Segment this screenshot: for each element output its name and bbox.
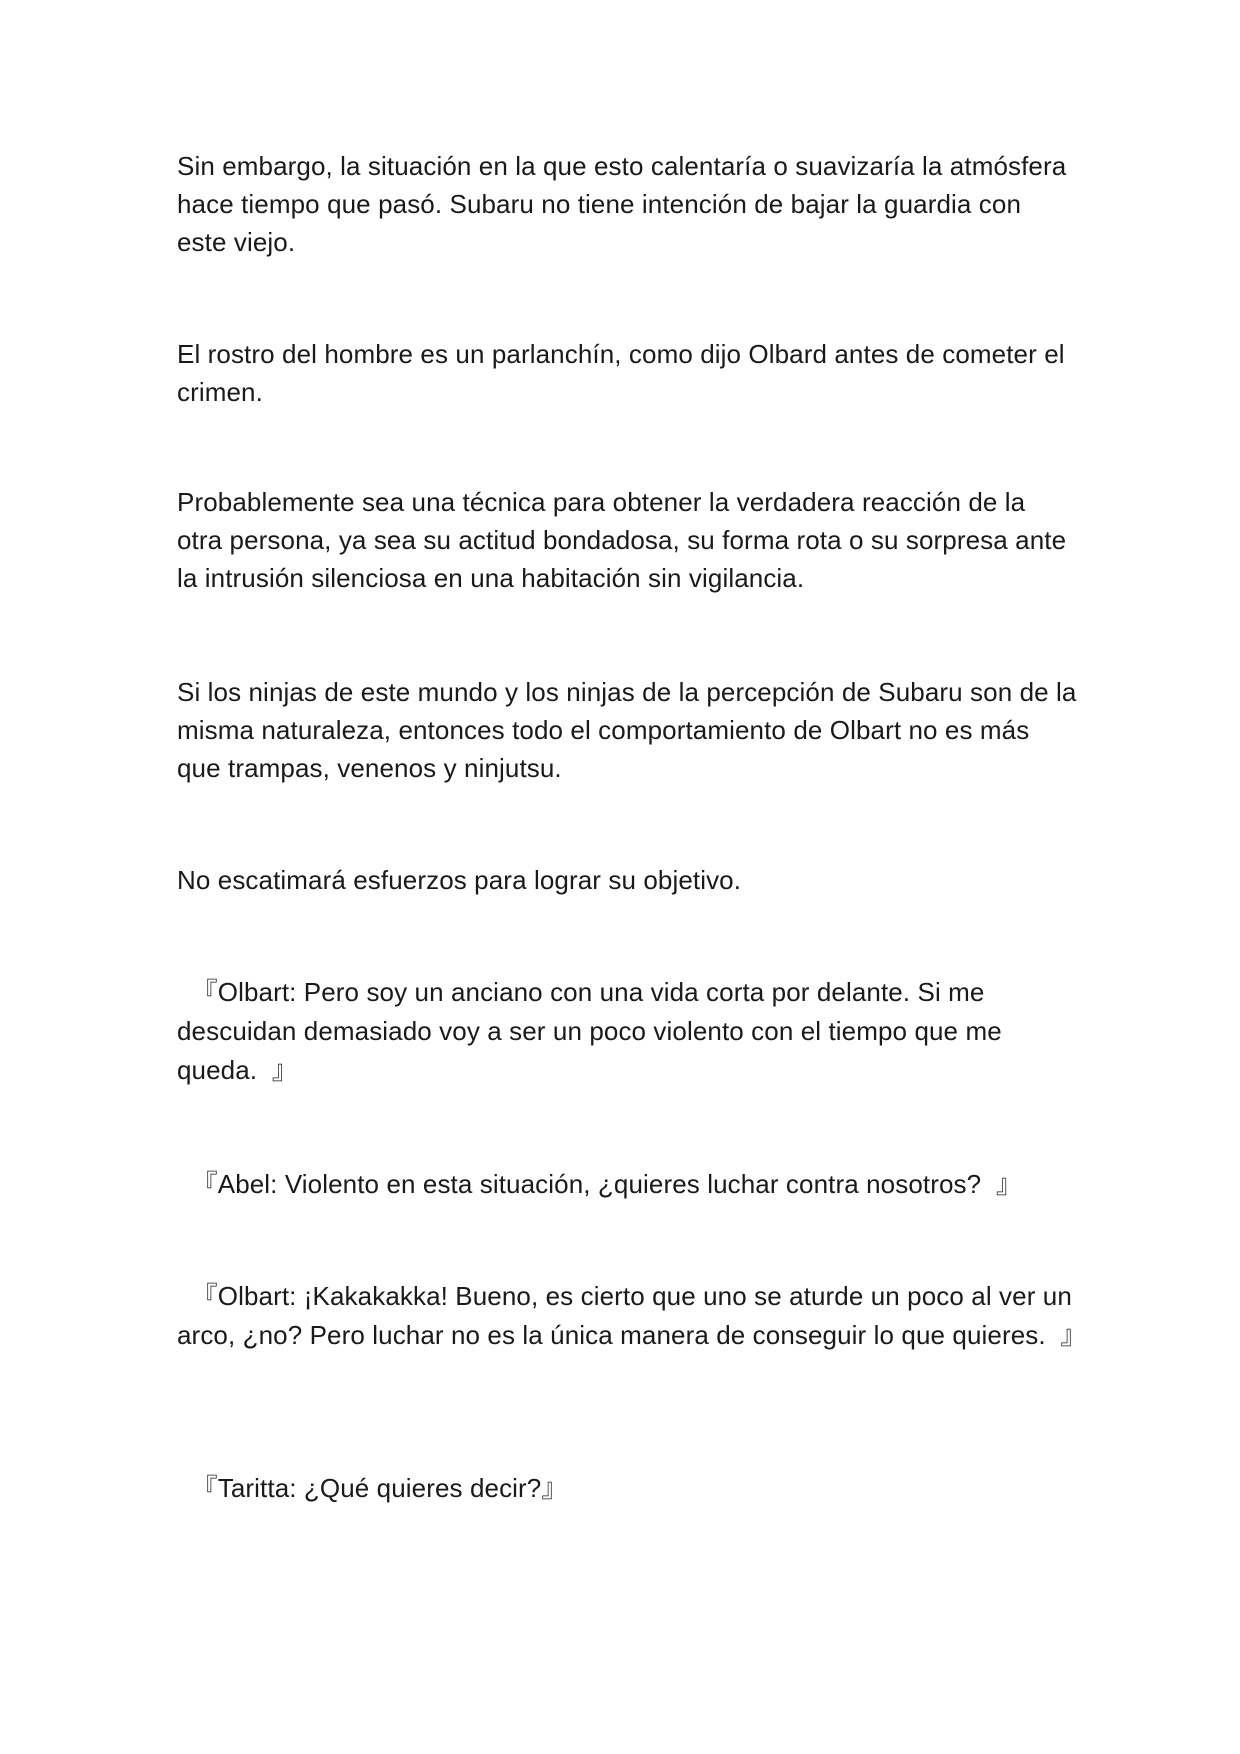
- paragraph-narration-4: Si los ninjas de este mundo y los ninjas de la percepción de Subaru son de la misma naturaleza, entonces todo el comportamiento de Olbart no es más que trampas, venenos y ninjutsu.: [177, 677, 1077, 783]
- dialogue-olbart-1: 『Olbart: Pero soy un anciano con una vida corta por delante. Si me descuidan demasiado voy a ser un poco violento con el tiempo que me queda. 』: [177, 977, 1002, 1085]
- dialogue-olbart-2: 『Olbart: ¡Kakakakka! Bueno, es cierto que uno se aturde un poco al ver un arco, ¿no? Pero luchar no es la única manera de conseguir lo que quieres. 』: [177, 1281, 1087, 1350]
- paragraph-narration-1: Sin embargo, la situación en la que esto calentaría o suavizaría la atmósfera hace tiempo que pasó. Subaru no tiene intención de bajar la guardia con este viejo.: [177, 151, 1067, 257]
- paragraph-narration-2: El rostro del hombre es un parlanchín, como dijo Olbard antes de cometer el crimen.: [177, 339, 1065, 407]
- dialogue-taritta: 『Taritta: ¿Qué quieres decir?』: [177, 1473, 568, 1503]
- dialogue-abel: 『Abel: Violento en esta situación, ¿quieres luchar contra nosotros? 』: [177, 1169, 1022, 1199]
- paragraph-narration-3: Probablemente sea una técnica para obtener la verdadera reacción de la otra persona, ya sea su actitud bondadosa, su forma rota o su sorpresa ante la intrusión silenciosa en una habitación sin vigilancia.: [177, 487, 1067, 593]
- paragraph-narration-5: No escatimará esfuerzos para lograr su objetivo.: [177, 865, 742, 895]
